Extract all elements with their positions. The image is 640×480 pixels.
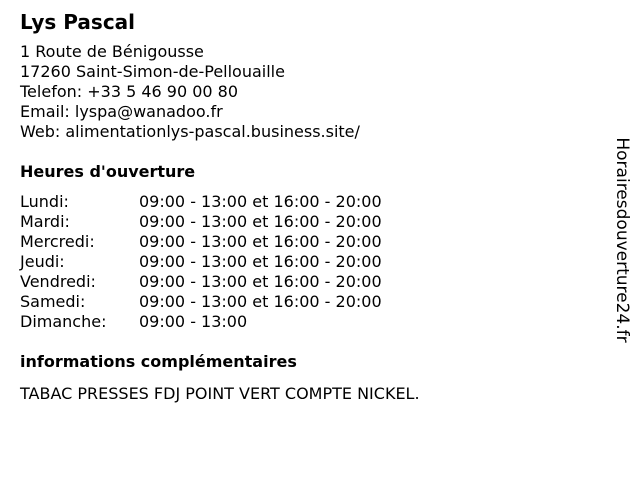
phone-line: Telefon: +33 5 46 90 00 80 (20, 82, 239, 101)
hours-row-lundi (20, 192, 600, 212)
day-hours: 09:00 - 13:00 (139, 312, 248, 331)
hours-table (20, 192, 600, 332)
day-label: Jeudi: (20, 252, 65, 271)
day-label: Mardi: (20, 212, 70, 231)
hours-row-vendredi (20, 272, 600, 292)
day-label: Dimanche: (20, 312, 107, 331)
info-title: informations complémentaires (20, 352, 297, 371)
web-line: Web: alimentationlys-pascal.business.site/ (20, 122, 360, 141)
day-hours: 09:00 - 13:00 et 16:00 - 20:00 (139, 272, 382, 291)
day-label: Lundi: (20, 192, 69, 211)
day-hours: 09:00 - 13:00 et 16:00 - 20:00 (139, 252, 382, 271)
day-hours: 09:00 - 13:00 et 16:00 - 20:00 (139, 192, 382, 211)
hours-row-samedi (20, 292, 600, 312)
hours-row-dimanche (20, 312, 600, 332)
business-name: Lys Pascal (20, 10, 136, 34)
day-hours: 09:00 - 13:00 et 16:00 - 20:00 (139, 292, 382, 311)
hours-title: Heures d'ouverture (20, 162, 196, 181)
site-brand-watermark: Horairesdouverture24.fr (612, 137, 632, 343)
hours-row-mardi (20, 212, 600, 232)
info-text: TABAC PRESSES FDJ POINT VERT COMPTE NICKEL. (20, 384, 420, 403)
day-label: Mercredi: (20, 232, 95, 251)
address-city: 17260 Saint-Simon-de-Pellouaille (20, 62, 285, 81)
day-hours: 09:00 - 13:00 et 16:00 - 20:00 (139, 212, 382, 231)
business-card (20, 10, 600, 404)
address-street: 1 Route de Bénigousse (20, 42, 204, 61)
day-hours: 09:00 - 13:00 et 16:00 - 20:00 (139, 232, 382, 251)
hours-row-jeudi (20, 252, 600, 272)
email-line: Email: lyspa@wanadoo.fr (20, 102, 223, 121)
day-label: Samedi: (20, 292, 86, 311)
hours-row-mercredi (20, 232, 600, 252)
day-label: Vendredi: (20, 272, 96, 291)
